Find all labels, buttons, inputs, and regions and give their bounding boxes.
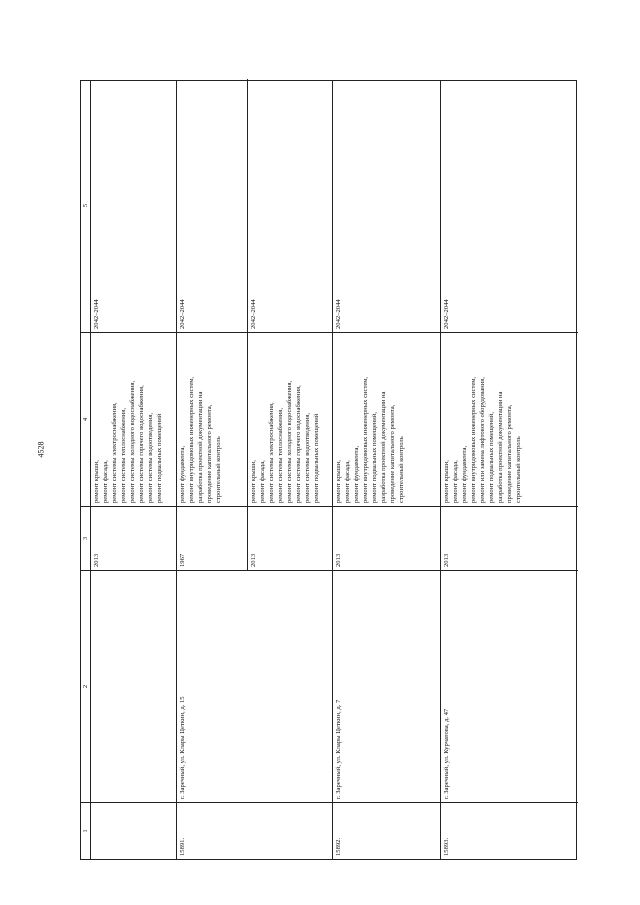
work-item: ремонт системы горячего водоснабжения, [138,385,145,503]
row-works [248,332,333,506]
row-number: 15891. [177,802,332,859]
work-item: ремонт системы теплоснабжения, [120,408,127,503]
row-period: 2042–2044 [335,299,342,329]
work-item: ремонт фундамента, [353,445,360,503]
work-item: ремонт системы теплоснабжения, [277,408,284,503]
work-item: ремонт системы холодного водоснабжения, [129,380,136,503]
work-item: проведение капитального ремонта, [389,404,396,503]
work-item: ремонт системы водоотведения, [304,412,311,503]
page-number: 4528 [36,441,46,458]
row-year: 1967 [177,506,247,570]
header-col-3: 3 [81,506,90,570]
work-item: ремонт фасада, [102,460,109,503]
work-item: ремонт системы электроснабжения, [111,402,118,503]
work-item: ремонт системы водоотведения, [147,412,154,503]
work-item: ремонт подвальных помещений [156,413,163,503]
work-item: проведение капитального ремонта, [506,404,513,503]
row-address: г. Заречный, ул. Клары Цеткин, д. 7 [333,570,440,802]
row-year: 2013 [91,506,176,570]
work-item: строительный контроль [215,436,222,503]
work-item: ремонт подвальных помещений, [371,412,378,503]
work-item: строительный контроль [398,436,405,503]
row-period: 2042–2044 [250,299,257,329]
work-item: ремонт крыши, [335,460,342,503]
header-col-4: 4 [81,332,90,506]
work-item: строительный контроль [515,436,522,503]
row-year: 2013 [333,506,440,570]
row-works [441,332,578,506]
row-number [91,802,176,859]
work-item: ремонт внутридомовых инженерных систем, [470,376,477,503]
work-item: ремонт системы горячего водоснабжения, [295,385,302,503]
header-row [81,81,91,859]
table-row [333,81,441,859]
row-year: 2013 [441,506,578,570]
header-col-2: 2 [81,570,90,802]
header-col-5: 5 [82,203,89,208]
row-address [91,570,176,802]
row-period: 2042–2044 [179,299,186,329]
row-period: 2042–2044 [93,299,100,329]
work-item: ремонт фундамента, [461,445,468,503]
work-item: ремонт фасада, [452,460,459,503]
capital-repair-table [80,80,577,860]
work-item: ремонт фасада, [259,460,266,503]
row-works [177,332,247,506]
work-item: ремонт крыши, [250,460,257,503]
header-col-1: 1 [81,802,90,859]
work-item: ремонт подвальных помещений [313,413,320,503]
table-row [441,81,578,859]
sub-row [248,79,333,570]
work-item: ремонт системы холодного водоснабжения, [286,380,293,503]
row-works [333,332,440,506]
work-item: ремонт внутридомовых инженерных систем, [188,376,195,503]
work-item: ремонт крыши, [93,460,100,503]
row-works [91,332,176,506]
work-item: ремонт подвальных помещений, [488,412,495,503]
table-row [91,81,177,859]
work-item: ремонт внутридомовых инженерных систем, [362,376,369,503]
row-year: 2013 [248,506,333,570]
work-item: разработка проектной документации на [380,391,387,503]
row-period: 2042–2044 [443,299,450,329]
table-row [177,81,333,859]
sub-row [177,79,248,570]
row-address: г. Заречный, ул. Курчатова, д. 47 [441,570,578,802]
work-item: ремонт фундамента, [179,445,186,503]
work-item: разработка проектной документации на [197,391,204,503]
row-number: 15893. [441,802,578,859]
work-item: ремонт системы электроснабжения, [268,402,275,503]
row-number: 15892. [333,802,440,859]
work-item: ремонт или замена лифтового оборудования, [479,377,486,503]
work-item: ремонт крыши, [443,460,450,503]
work-item: разработка проектной документации на [497,391,504,503]
table-area [80,80,577,860]
work-item: ремонт фасада, [344,460,351,503]
row-address: г. Заречный, ул. Клары Цеткин, д. 15 [177,570,332,802]
work-item: проведение капитального ремонта, [206,404,213,503]
